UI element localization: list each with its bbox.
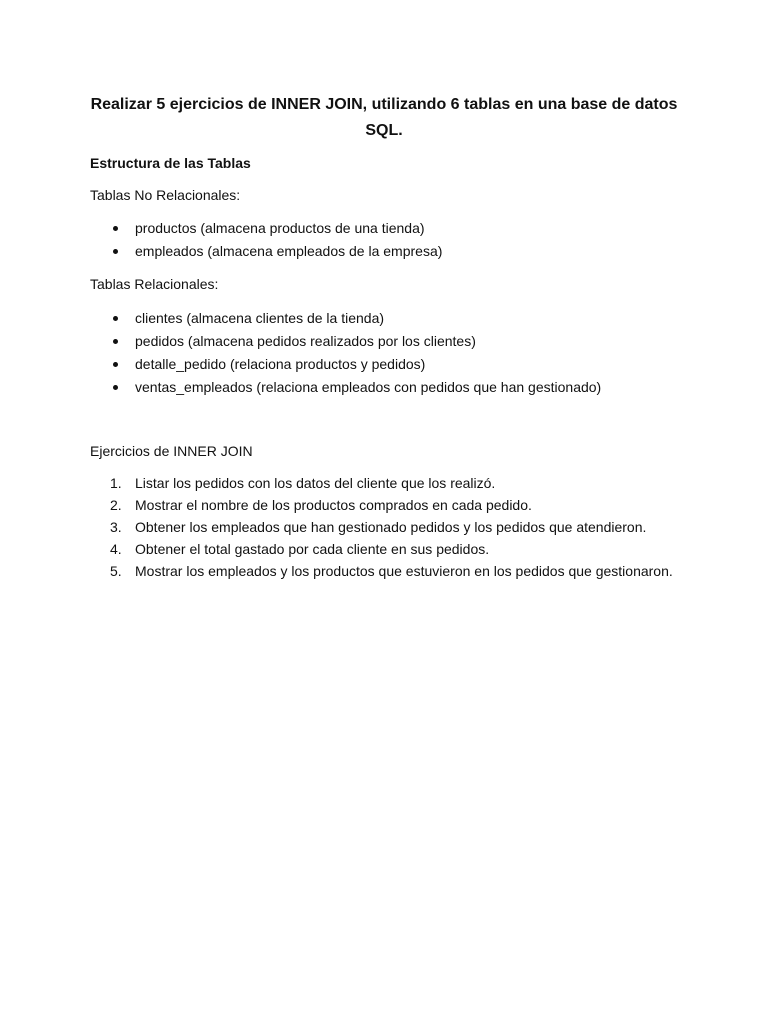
list-item-text: detalle_pedido (relaciona productos y pedidos) [135, 356, 426, 372]
bullet-icon [113, 339, 118, 344]
exercise-item [90, 516, 695, 538]
list-item-text: clientes (almacena clientes de la tienda) [135, 310, 385, 326]
non-relational-label: Tablas No Relacionales: [90, 187, 241, 203]
bullet-icon [113, 226, 118, 231]
exercise-text: Mostrar el nombre de los productos comprados en cada pedido. [135, 497, 532, 513]
document-title: Realizar 5 ejercicios de INNER JOIN, utilizando 6 tablas en una base de datos SQL. [90, 96, 678, 139]
list-item-text: pedidos (almacena pedidos realizados por los clientes) [135, 333, 476, 349]
list-item-text: empleados (almacena empleados de la empresa) [135, 243, 443, 259]
list-item [90, 353, 601, 376]
exercise-number: 3. [110, 519, 122, 535]
list-item [90, 240, 442, 263]
exercise-text: Listar los pedidos con los datos del cliente que los realizó. [135, 475, 496, 491]
list-item [90, 376, 601, 399]
exercise-number: 4. [110, 541, 122, 557]
exercise-item [90, 560, 695, 582]
non-relational-list [90, 217, 442, 263]
exercise-text: Obtener el total gastado por cada cliente en sus pedidos. [135, 541, 490, 557]
bullet-icon [113, 362, 118, 367]
bullet-icon [113, 385, 118, 390]
exercise-number: 2. [110, 497, 122, 513]
list-item [90, 307, 601, 330]
list-item [90, 217, 442, 240]
exercise-number: 1. [110, 475, 122, 491]
relational-list [90, 307, 601, 399]
list-item-text: productos (almacena productos de una tienda) [135, 220, 425, 236]
exercises-heading: Ejercicios de INNER JOIN [90, 443, 253, 459]
exercises-list [90, 472, 695, 582]
list-item [90, 330, 601, 353]
exercise-text: Obtener los empleados que han gestionado pedidos y los pedidos que atendieron. [135, 519, 647, 535]
relational-label: Tablas Relacionales: [90, 276, 219, 292]
list-item-text: ventas_empleados (relaciona empleados con pedidos que han gestionado) [135, 379, 602, 395]
bullet-icon [113, 316, 118, 321]
exercise-item [90, 538, 695, 560]
bullet-icon [113, 249, 118, 254]
exercise-item [90, 494, 695, 516]
exercise-item [90, 472, 695, 494]
structure-heading: Estructura de las Tablas [90, 155, 251, 171]
exercise-number: 5. [110, 563, 122, 579]
exercise-text: Mostrar los empleados y los productos que estuvieron en los pedidos que gestionaron. [135, 563, 673, 579]
